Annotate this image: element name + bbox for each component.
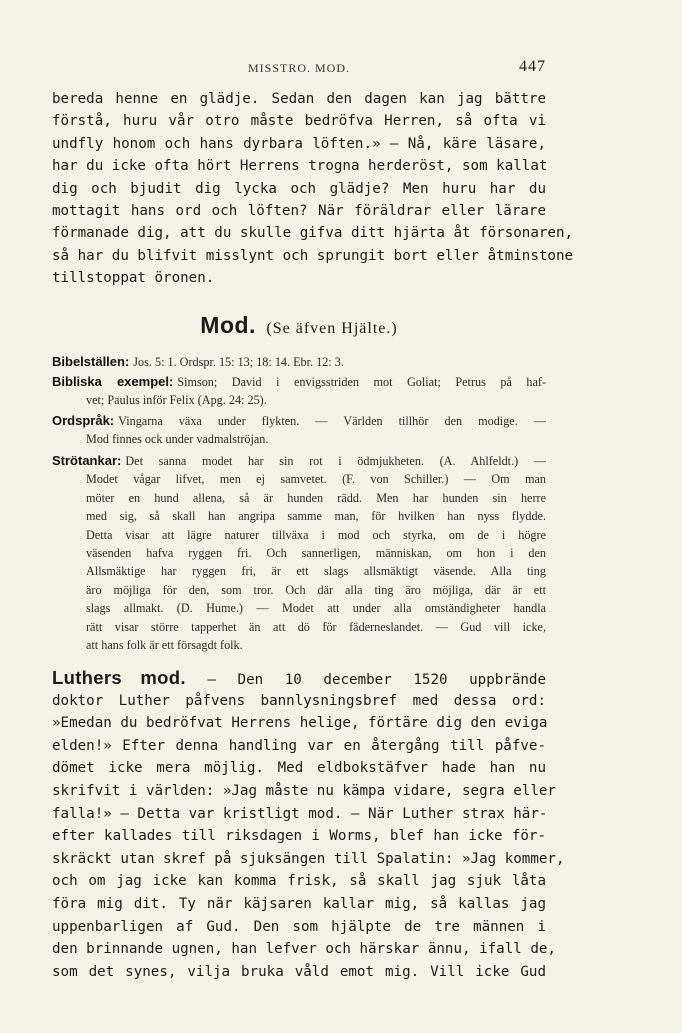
entry-bibelstallen (52, 353, 546, 371)
text-line: falla!» — Detta var kristligt mod. — När Luther strax här- (52, 805, 548, 822)
entry-line: Allsmäktige har ryggen fri, är ett slags allsmäktigt väsende. Alla ting (86, 564, 546, 579)
entry-label: Strötankar: (52, 453, 122, 468)
text-line: föra mig dit. Ty när käjsaren kallar mig, så kallas jag (52, 895, 546, 912)
entry-label: Ordspråk: (52, 413, 115, 428)
text-line: bereda henne en glädje. Sedan den dagen kan jag bättre (52, 91, 546, 107)
text-line: undfly honom och hans dyrbara löften.» — Nå, käre läsare, (52, 135, 546, 152)
page-header (52, 58, 546, 78)
paragraph-luther (52, 667, 565, 983)
section-title: Mod. (200, 312, 256, 338)
entry-line: väsenden hafva ryggen fri. Och sannerligen, människan, om hon i den (86, 546, 546, 561)
entry-text: Vingarna växa under flykten. — Världen tillhör den modige. — (118, 414, 546, 428)
page-number: 447 (519, 58, 546, 75)
entry-label: Bibelställen: (52, 354, 130, 369)
entry-text: Jos. 5: 1. Ordspr. 15: 13; 18: 14. Ebr. 12: 3. (133, 355, 344, 369)
text-line: efter kallades till riksdagen i Worms, blef han icke för- (52, 828, 546, 845)
paragraph-intro (52, 88, 574, 290)
entry-line (52, 452, 546, 470)
text-line: den brinnande ugnen, han lefver och härskar ännu, ifall de, (52, 941, 556, 958)
text-line: elden!» Efter denna handling var en återgång till påfve- (52, 737, 546, 754)
entry-label: Bibliska exempel: (52, 374, 174, 389)
text-line (52, 667, 546, 690)
running-head: MISSTRO. MOD. (247, 61, 350, 75)
entry-text: Simson; David i envigsstriden mot Goliat; Petrus på haf- (177, 375, 547, 389)
entry-line: äro möjliga för den, som tror. Och där alla ting äro möjliga, där är ett (86, 582, 546, 597)
text-line: tillstoppat öronen. (52, 270, 215, 287)
section-heading (52, 312, 546, 339)
entry-ordsprak (52, 412, 546, 449)
entry-line: möter en hund allena, så är hunden rädd. Men har hunden sin herre (86, 490, 546, 505)
text-line: förstå, huru vår otro måste bedröfva Herren, så ofta vi (52, 113, 546, 130)
text-line-rest: — Den 10 december 1520 uppbrände (207, 672, 546, 688)
text-line: skrifvit i världen: »Jag måste nu kämpa vidare, segra eller (52, 782, 556, 799)
entry-line: Mod finnes ock under vadmalströjan. (86, 432, 269, 447)
entry-line (52, 373, 546, 391)
entry-line: slags allmakt. (D. Hume.) — Modet att under alla omständigheter handla (86, 601, 546, 616)
entry-line: vet; Paulus inför Felix (Apg. 24: 25). (86, 393, 267, 408)
entry-strotankar (52, 452, 546, 654)
entry-line: rätt visar större tapperhet än att dö för fäderneslandet. — Gud vill icke, (86, 619, 546, 634)
text-line: doktor Luther påfvens bannlysningsbref med dessa ord: (52, 692, 546, 709)
entry-text: Det sanna modet har sin rot i ödmjukheten. (A. Ahlfeldt.) — (125, 454, 546, 468)
entry-line: med sig, så skall han angripa samme man, för hvilken han nyss flydde. (86, 509, 546, 524)
text-line: mottagit hans ord och löften? När föräldrar eller lärare (52, 202, 546, 219)
text-line: så har du blifvit misslynt och sprungit bort eller åtminstone (52, 247, 574, 264)
text-line: dig och bjudit dig lycka och glädje? Men huru har du (52, 180, 546, 197)
text-line: som det synes, vilja bruka våld emot mig. Vill icke Gud (52, 963, 546, 980)
text-line: uppenbarligen af Gud. Den som hjälpte de tre männen i (52, 918, 546, 935)
see-also: (Se äfven Hjälte.) (266, 320, 398, 337)
text-line: skräckt utan skref på sjuksängen till Spalatin: »Jag kommer, (52, 850, 565, 867)
entry-line: Modet vågar lifvet, men ej samvetet. (F. von Schiller.) — Om man (86, 472, 546, 487)
entry-line: Detta visar att lägre naturer tillväxa i mod och styrka, om de i högre (86, 527, 546, 542)
paragraph-label: Luthers mod. (52, 667, 186, 688)
text-line: har du icke ofta hört Herrens trogna herderöst, som kallat (52, 158, 548, 175)
entry-bibliska-exempel (52, 373, 546, 410)
text-line: »Emedan du bedröfvat Herrens helige, förtäre dig den eviga (52, 715, 548, 732)
text-line: förmanade dig, att du skulle gifva ditt hjärta åt försonaren, (52, 225, 574, 242)
entry-line (52, 353, 546, 371)
text-line: och om jag icke kan komma frisk, så skall jag sjuk låta (52, 873, 546, 890)
entry-line (52, 412, 546, 430)
text-line: dömet icke mera möjlig. Med eldbokstäfver hade han nu (52, 760, 546, 777)
entry-line: att hans folk är ett försagdt folk. (86, 638, 243, 653)
